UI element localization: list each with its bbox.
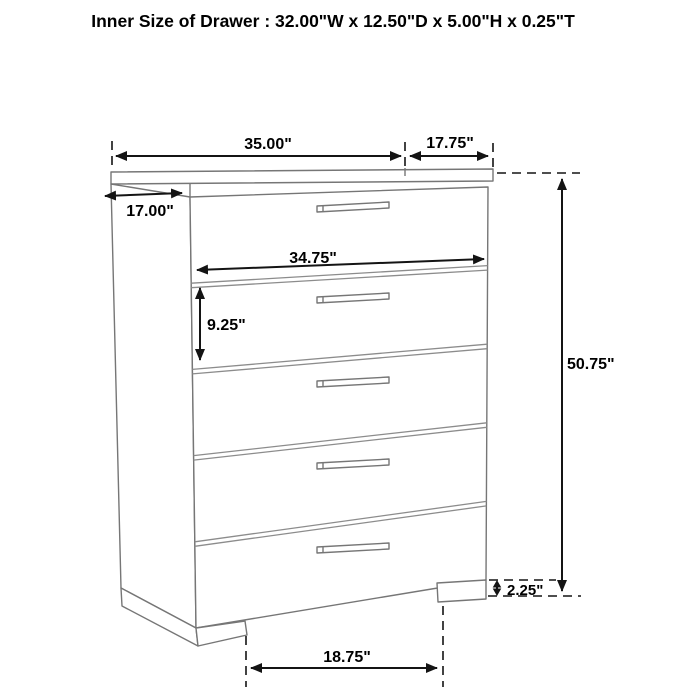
base-right-leg xyxy=(437,580,486,602)
dim-line-base-height xyxy=(493,580,502,596)
dim-label-drawer-height: 9.25" xyxy=(207,317,246,334)
dim-label-leg-spacing: 18.75" xyxy=(323,649,371,666)
dim-label-drawer-width: 34.75" xyxy=(289,250,337,267)
chest-front-face xyxy=(190,187,488,628)
dim-label-top-width: 35.00" xyxy=(244,136,292,153)
dim-label-top-depth: 17.75" xyxy=(426,135,474,152)
arrow-down-icon xyxy=(493,589,502,597)
dim-label-base-height: 2.25" xyxy=(507,582,544,599)
chest-side-panel xyxy=(111,184,196,628)
dim-label-side-width: 17.00" xyxy=(126,203,174,220)
drawing-title: Inner Size of Drawer : 32.00"W x 12.50"D x 5.00"H x 0.25"T xyxy=(91,11,575,31)
chest-figure xyxy=(111,168,493,646)
chest-top-panel xyxy=(111,169,493,184)
dim-label-overall-height: 50.75" xyxy=(567,356,615,373)
